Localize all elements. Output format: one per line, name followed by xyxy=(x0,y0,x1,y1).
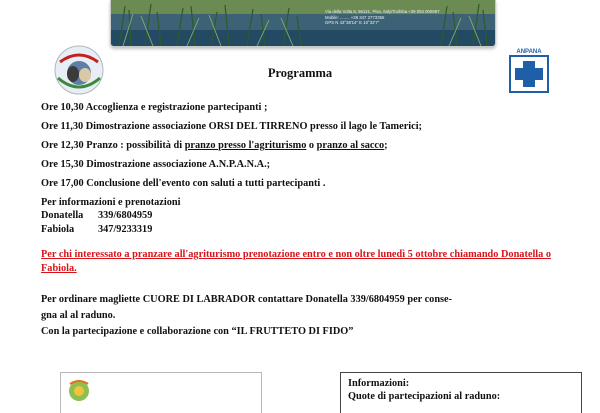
contact-row xyxy=(41,209,152,223)
address-line: GPS N 43°38'14" E 10°32'7" xyxy=(325,20,380,25)
program-text: Ore 12,30 Pranzo : possibilità di xyxy=(41,140,185,151)
program-line: Ore 17,00 Conclusione dell'evento con saluti a tutti partecipanti . xyxy=(41,178,326,189)
program-line: Ore 11,30 Dimostrazione associazione ORSI DEL TIRRENO presso il lago le Tamerici; xyxy=(41,121,422,132)
packed-lunch-option: pranzo al sacco xyxy=(316,140,385,151)
program-line: Ore 15,30 Dimostrazione associazione A.N.P.A.N.A.; xyxy=(41,159,271,170)
contact-phone: 347/9233319 xyxy=(98,224,153,235)
anpana-logo-text: ANPANA xyxy=(516,49,542,55)
contact-name: Donatella xyxy=(41,210,84,221)
header-address xyxy=(325,9,455,26)
order-info xyxy=(41,292,571,340)
address-line: Mobile: ........ +39 347 2773356 xyxy=(325,14,385,20)
lunch-booking-notice: Per chi interessato a pranzare all'agriturismo prenotazione entro e non oltre lunedì 5 ottobre chiamando Donatella o Fabiola. xyxy=(41,249,552,274)
info-heading: Informazioni: xyxy=(348,378,410,389)
program-line: Per informazioni e prenotazioni xyxy=(41,197,181,208)
contact-row xyxy=(41,223,152,237)
program-line xyxy=(41,136,422,155)
partnership-line: Con la partecipazione e collaborazione con “IL FRUTTETO DI FIDO” xyxy=(41,326,354,337)
agriturismo-lunch-option: pranzo presso l'agriturismo xyxy=(184,140,307,151)
fees-heading: Quote di partecipazioni al raduno: xyxy=(348,391,501,402)
address-line: Via della Volta 8, 56121, Pisa, Italy/Toshiba +39 053 000987 xyxy=(325,9,440,14)
order-line: gna al al raduno. xyxy=(41,310,116,321)
program-schedule xyxy=(41,98,422,212)
contact-name: Fabiola xyxy=(41,224,75,235)
info-box-text xyxy=(348,377,500,403)
order-line: Per ordinare magliette CUORE DI LABRADOR contattare Donatella 339/6804959 per conse- xyxy=(41,294,453,305)
contact-list xyxy=(41,209,152,237)
program-text: o xyxy=(306,140,317,151)
program-line: Ore 10,30 Accoglienza e registrazione partecipanti ; xyxy=(41,102,268,113)
sponsor-logo xyxy=(64,378,94,402)
contact-phone: 339/6804959 xyxy=(98,210,153,221)
page-title: Programma xyxy=(267,66,333,80)
header-banner-photo xyxy=(110,0,496,47)
program-text: ; xyxy=(384,140,388,151)
